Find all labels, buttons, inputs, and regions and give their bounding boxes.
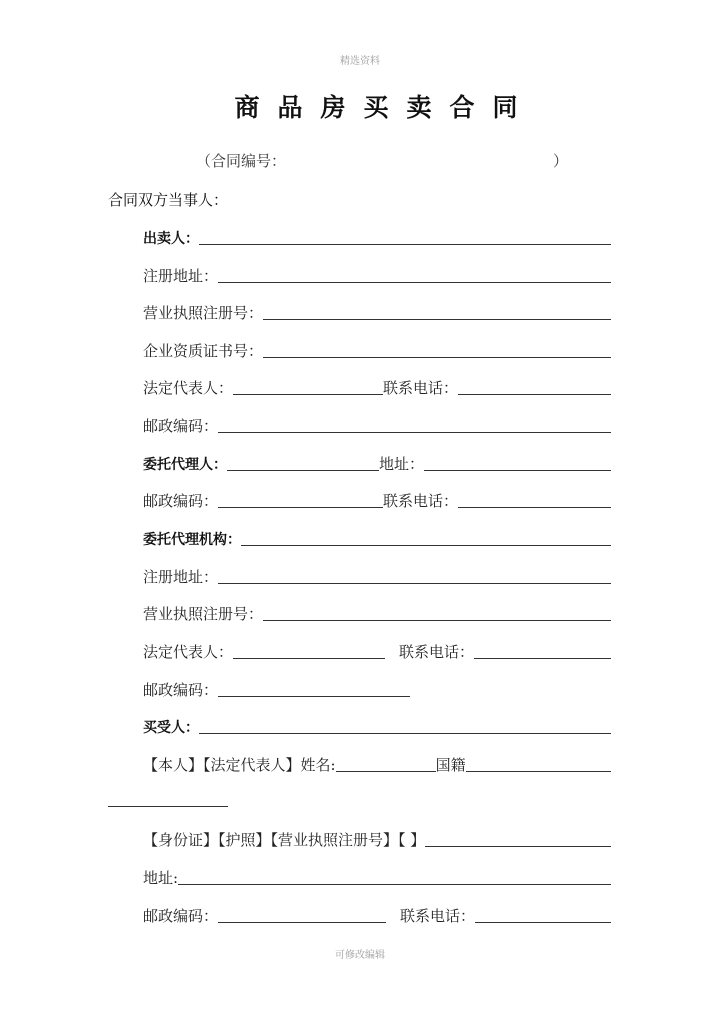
buyer-label: 买受人： (143, 720, 199, 736)
agent-field[interactable] (227, 469, 379, 471)
buyer-address-row (143, 864, 611, 888)
buyer-postcode-field[interactable] (218, 921, 386, 923)
contract-number-line (196, 150, 568, 171)
agency-license-field[interactable] (263, 619, 611, 621)
agency-field[interactable] (241, 544, 611, 546)
agent-postcode-label: 邮政编码： (143, 492, 219, 510)
agency-reg-address-field[interactable] (218, 582, 611, 584)
agency-row (143, 525, 611, 549)
agent-address-field[interactable] (424, 469, 611, 471)
seller-license-row (143, 299, 611, 323)
footer-note: 可修改编辑 (335, 950, 385, 961)
agency-postcode-label: 邮政编码： (143, 681, 219, 699)
contract-number-label: （合同编号： (196, 152, 287, 170)
buyer-phone-field[interactable] (475, 921, 611, 923)
header-note: 精选资料 (340, 56, 380, 67)
seller-qualification-label: 企业资质证书号： (143, 342, 264, 360)
agency-legal-rep-label: 法定代表人： (143, 643, 234, 661)
buyer-nationality-label: 国籍 (435, 756, 466, 774)
agent-phone-field[interactable] (458, 506, 611, 508)
seller-legal-rep-field[interactable] (233, 393, 383, 395)
seller-field[interactable] (199, 243, 611, 245)
agency-license-row (143, 600, 611, 624)
buyer-row (143, 713, 611, 737)
buyer-postcode-label: 邮政编码： (143, 907, 219, 925)
seller-phone-label: 联系电话： (383, 379, 459, 397)
agency-postcode-row (143, 676, 611, 700)
agency-reg-address-row (143, 563, 611, 587)
agency-phone-label: 联系电话： (399, 643, 475, 661)
agent-label: 委托代理人： (143, 457, 227, 473)
seller-label: 出卖人： (143, 231, 199, 247)
buyer-identity-label: 【本人】【法定代表人】姓名: (143, 756, 336, 774)
buyer-nationality-field[interactable] (466, 770, 611, 772)
agency-license-label: 营业执照注册号： (143, 605, 264, 623)
buyer-postcode-row (143, 902, 611, 926)
buyer-name-field[interactable] (336, 770, 436, 772)
buyer-phone-label: 联系电话： (400, 907, 476, 925)
buyer-address-label: 地址: (143, 869, 179, 887)
seller-reg-address-field[interactable] (218, 281, 611, 283)
agency-phone-field[interactable] (474, 657, 611, 659)
agent-postcode-field[interactable] (218, 506, 383, 508)
buyer-address-field[interactable] (178, 883, 611, 885)
seller-qualification-field[interactable] (263, 356, 611, 358)
agency-reg-address-label: 注册地址： (143, 568, 219, 586)
seller-reg-address-row (143, 262, 611, 286)
seller-postcode-row (143, 412, 611, 436)
seller-row (143, 224, 611, 248)
parties-heading: 合同双方当事人： (108, 191, 229, 209)
agency-label: 委托代理机构： (143, 532, 241, 548)
nationality-continuation-line[interactable] (108, 806, 228, 807)
seller-phone-field[interactable] (458, 393, 611, 395)
seller-reg-address-label: 注册地址： (143, 267, 219, 285)
seller-legal-rep-row (143, 374, 611, 398)
seller-license-field[interactable] (263, 318, 611, 320)
contract-number-close: ） (552, 152, 568, 170)
seller-legal-rep-label: 法定代表人： (143, 379, 234, 397)
buyer-id-types-label: 【身份证】【护照】【营业执照注册号】【 】 (143, 831, 426, 849)
seller-postcode-field[interactable] (218, 431, 611, 433)
agent-row (143, 450, 611, 474)
document-title: 商品房买卖合同 (234, 93, 536, 122)
agency-legal-rep-row (143, 638, 611, 662)
agency-legal-rep-field[interactable] (233, 657, 385, 659)
buyer-id-row (143, 826, 611, 850)
agent-postcode-row (143, 487, 611, 511)
agency-postcode-field[interactable] (218, 695, 410, 697)
agent-phone-label: 联系电话： (383, 492, 459, 510)
buyer-field[interactable] (199, 732, 611, 734)
seller-postcode-label: 邮政编码： (143, 417, 219, 435)
agent-address-label: 地址： (379, 455, 425, 473)
buyer-identity-row (143, 751, 611, 775)
seller-license-label: 营业执照注册号： (143, 304, 264, 322)
buyer-id-field[interactable] (425, 845, 611, 847)
seller-qualification-row (143, 337, 611, 361)
